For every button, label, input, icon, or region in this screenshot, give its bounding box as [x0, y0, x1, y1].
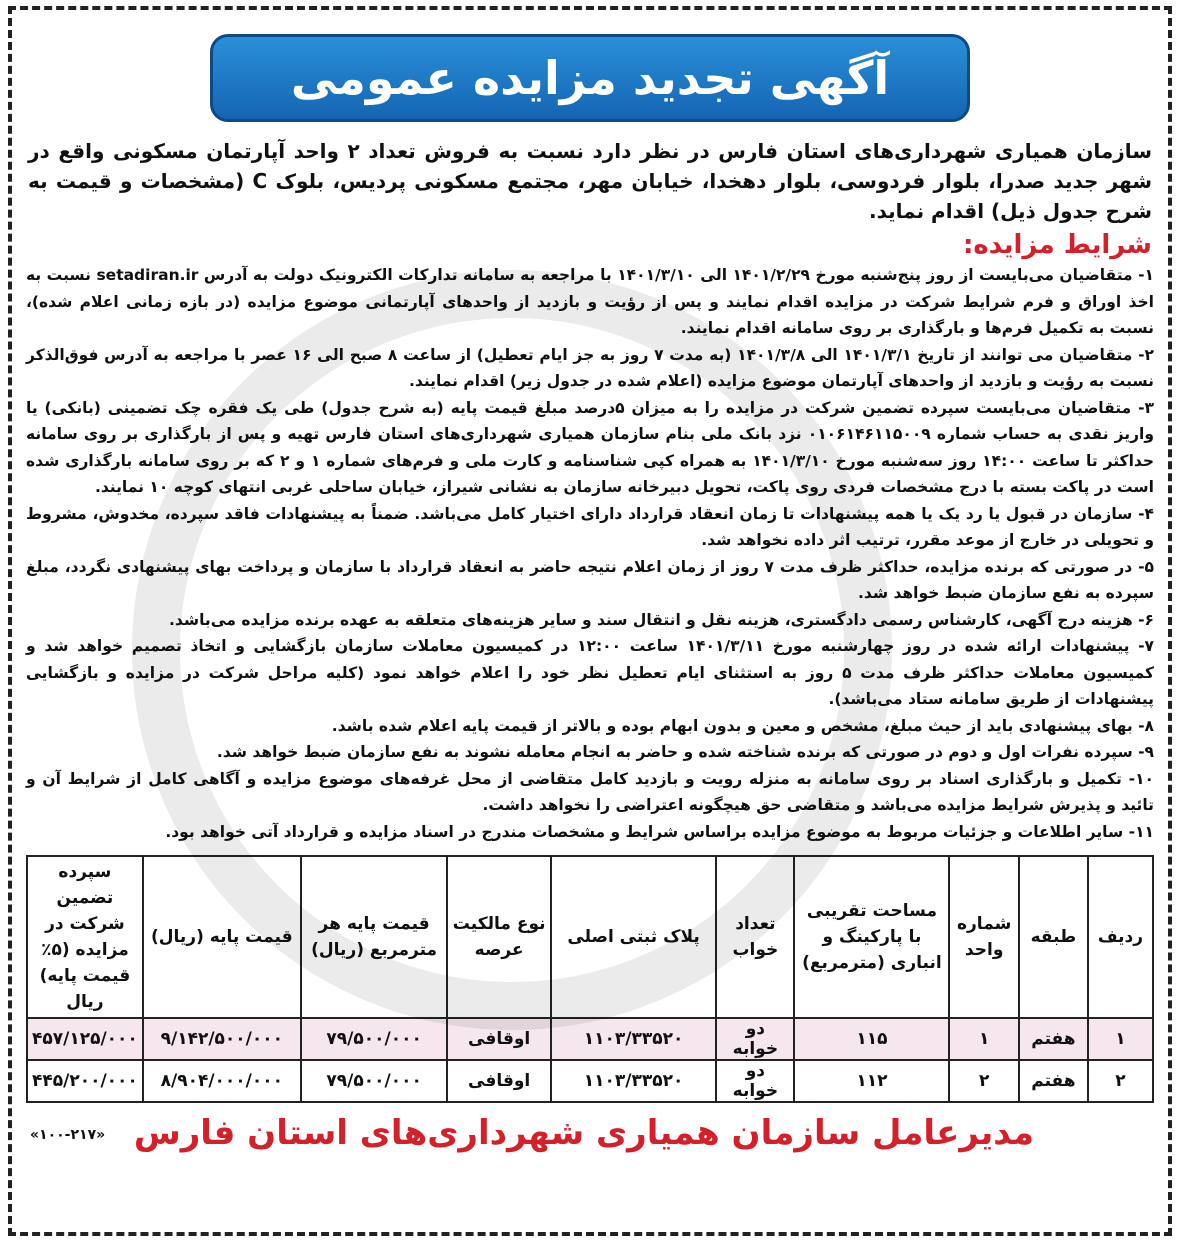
cell-bedrooms: دو خوابه	[716, 1018, 794, 1060]
cell-row-number: ۲	[1088, 1060, 1153, 1102]
col-bedrooms: تعداد خواب	[716, 856, 794, 1018]
col-price-per-sqm: قیمت پایه هر مترمربع (ریال)	[301, 856, 448, 1018]
clause: ۱- متقاضیان می‌بایست از روز پنج‌شنبه مورخ ۱۴۰۱/۲/۲۹ الی ۱۴۰۱/۳/۱۰ با مراجعه به سامانه تدارکات الکترونیک دولت به آدرس setadiran.ir نسبت به اخذ اوراق و فرم شرایط شرکت در مزایده اقدام نمایند و پس از رؤیت و بازدید از واحدهای آپارتمانی موضوع مزایده (در بازه زمانی اعلام شده)، نسبت به تکمیل فرم‌ها و بارگذاری بر روی سامانه اقدام نمایند.	[26, 266, 1154, 337]
table-row	[27, 1018, 1153, 1060]
cell-area: ۱۱۲	[794, 1060, 949, 1102]
col-row-number: ردیف	[1088, 856, 1153, 1018]
col-registration-plate: پلاک ثبتی اصلی	[551, 856, 716, 1018]
intro-paragraph: سازمان همیاری شهرداری‌های استان فارس در نظر دارد نسبت به فروش تعداد ۲ واحد آپارتمان مسکونی واقع در شهر جدید صدرا، بلوار فردوسی، بلوار دهخدا، خیابان مهر، مجتمع مسکونی پردیس، بلوک C (مشخصات و قیمت به شرح جدول ذیل) اقدام نماید.	[28, 139, 1152, 223]
cell-area: ۱۱۵	[794, 1018, 949, 1060]
col-area: مساحت تقریبی با پارکینگ و انباری (مترمربع)	[794, 856, 949, 1018]
cell-price-per-sqm: ۷۹/۵۰۰/۰۰۰	[301, 1060, 448, 1102]
clause: ۲- متقاضیان می توانند از تاریخ ۱۴۰۱/۳/۱ الی ۱۴۰۱/۳/۸ (به مدت ۷ روز به جز ایام تعطیل) از ساعت ۸ صبح الی ۱۶ عصر با مراجعه به آدرس فوق‌الذکر نسبت به رؤیت و بازدید از واحدهای آپارتمان موضوع مزایده (اعلام شده در جدول زیر) اقدام نمایند.	[26, 345, 1154, 390]
signature: مدیرعامل سازمان همیاری شهرداری‌های استان فارس	[133, 1113, 1034, 1153]
clause: ۶- هزینه درج آگهی، کارشناس رسمی دادگستری، هزینه نقل و انتقال سند و سایر هزینه‌های متعلقه به عهده برنده مزایده می‌باشد.	[168, 610, 1154, 629]
table-row	[27, 1060, 1153, 1102]
table-header-row	[27, 856, 1153, 1018]
clause: ۷- پیشنهادات ارائه شده در روز چهارشنبه مورخ ۱۴۰۱/۳/۱۱ ساعت ۱۲:۰۰ در کمیسیون معاملات سازمان بازگشایی و اتخاذ تصمیم خواهد شد و کمیسیون معاملات حداکثر ظرف مدت ۵ روز به استثنای ایام تعطیل نظر خود را اعلام خواهد نمود (کلیه مراحل شرکت در مزایده و بازگشایی پیشنهادات از طریق سامانه ستاد می‌باشد).	[26, 637, 1154, 708]
cell-floor: هفتم	[1019, 1060, 1088, 1102]
cell-deposit: ۴۴۵/۲۰۰/۰۰۰	[27, 1060, 143, 1102]
col-ownership-type: نوع مالکیت عرصه	[447, 856, 550, 1018]
units-table	[26, 855, 1154, 1103]
cell-registration-plate: ۱۱۰۳/۳۳۵۲۰	[551, 1018, 716, 1060]
ad-code: «۱۰۰-۲۱۷»	[30, 1127, 106, 1143]
clause: ۵- در صورتی که برنده مزایده، حداکثر ظرف مدت ۷ روز از زمان اعلام نتیجه حاضر به انعقاد قرارداد با سازمان و پرداخت بهای پیشنهادی نگردد، مبلغ سپرده به نفع سازمان ضبط خواهد شد.	[26, 557, 1155, 602]
conditions-list	[26, 262, 1154, 845]
title-box	[210, 34, 970, 122]
cell-floor: هفتم	[1019, 1018, 1088, 1060]
clause: ۴- سازمان در قبول یا رد یک یا همه پیشنهادات تا زمان انعقاد قرارداد دارای اختیار کامل می‌باشد. ضمناً به پیشنهادات فاقد سپرده، مخدوش، مشروط و تحویلی در خارج از موعد مقرر، ترتیب اثر داده نخواهد شد.	[26, 504, 1154, 549]
cell-base-price: ۸/۹۰۴/۰۰۰/۰۰۰	[143, 1060, 301, 1102]
cell-row-number: ۱	[1088, 1018, 1153, 1060]
clause: ۹- سپرده نفرات اول و دوم در صورتی که برنده شناخته شده و حاضر به انجام معامله نشوند به نفع سازمان ضبط خواهد شد.	[216, 743, 1154, 761]
cell-deposit: ۴۵۷/۱۲۵/۰۰۰	[27, 1018, 143, 1060]
conditions-heading: شرایط مزایده:	[962, 230, 1152, 260]
cell-ownership-type: اوقافی	[447, 1018, 550, 1060]
col-base-price: قیمت پایه (ریال)	[143, 856, 301, 1018]
ad-page	[8, 6, 1172, 1236]
col-unit-number: شماره واحد	[949, 856, 1019, 1018]
clause: ۳- متقاضیان می‌بایست سپرده تضمین شرکت در مزایده را به میزان ۵درصد مبلغ قیمت پایه (به شرح جدول) طی یک فقره چک تضمینی (بانکی) یا واریز نقدی به حساب شماره ۰۱۰۶۱۴۶۱۱۵۰۰۹ نزد بانک ملی بنام سازمان همیاری شهرداری‌های استان فارس تهیه و پس از بارگذاری بر روی سامانه حداکثر تا ساعت ۱۴:۰۰ روز سه‌شنبه مورخ ۱۴۰۱/۳/۱۰ به همراه کپی شناسنامه و کارت ملی و فرم‌های شماره ۱ و ۲ که بر روی سامانه بارگذاری شده است در پاکت بسته با درج مشخصات فردی روی پاکت، تحویل دبیرخانه سازمان به نشانی شیراز، خیابان ساحلی غربی انتهای کوچه ۱۰ نمایند.	[26, 398, 1155, 496]
title-banner	[12, 34, 1168, 122]
cell-ownership-type: اوقافی	[447, 1060, 550, 1102]
cell-bedrooms: دو خوابه	[716, 1060, 794, 1102]
cell-registration-plate: ۱۱۰۳/۳۳۵۲۰	[551, 1060, 716, 1102]
clause: ۱۰- تکمیل و بارگذاری اسناد بر روی سامانه به منزله رویت و بازدید کامل متقاضی از محل غرفه‌های موضوع مزایده و آگاهی کامل از شرایط آن و تائید و پذیرش شرایط مزایده می‌باشد و متقاضی حق هیچگونه اعتراضی را نخواهد داشت.	[26, 769, 1154, 814]
footer	[26, 1113, 1154, 1153]
cell-base-price: ۹/۱۴۲/۵۰۰/۰۰۰	[143, 1018, 301, 1060]
page-title: آگهی تجدید مزایده عمومی	[290, 51, 890, 105]
clause: ۱۱- سایر اطلاعات و جزئیات مربوط به موضوع مزایده براساس شرایط و مشخصات مندرج در اسناد مزایده و قرارداد آتی خواهد بود.	[165, 822, 1154, 841]
col-deposit: سپرده تضمین شرکت در مزایده (۵٪ قیمت پایه) ریال	[27, 856, 143, 1018]
clause: ۸- بهای پیشنهادی باید از حیث مبلغ، مشخص و معین و بدون ابهام بوده و بالاتر از قیمت پایه اعلام شده باشد.	[331, 716, 1154, 735]
cell-price-per-sqm: ۷۹/۵۰۰/۰۰۰	[301, 1018, 448, 1060]
col-floor: طبقه	[1019, 856, 1088, 1018]
cell-unit-number: ۲	[949, 1060, 1019, 1102]
cell-unit-number: ۱	[949, 1018, 1019, 1060]
